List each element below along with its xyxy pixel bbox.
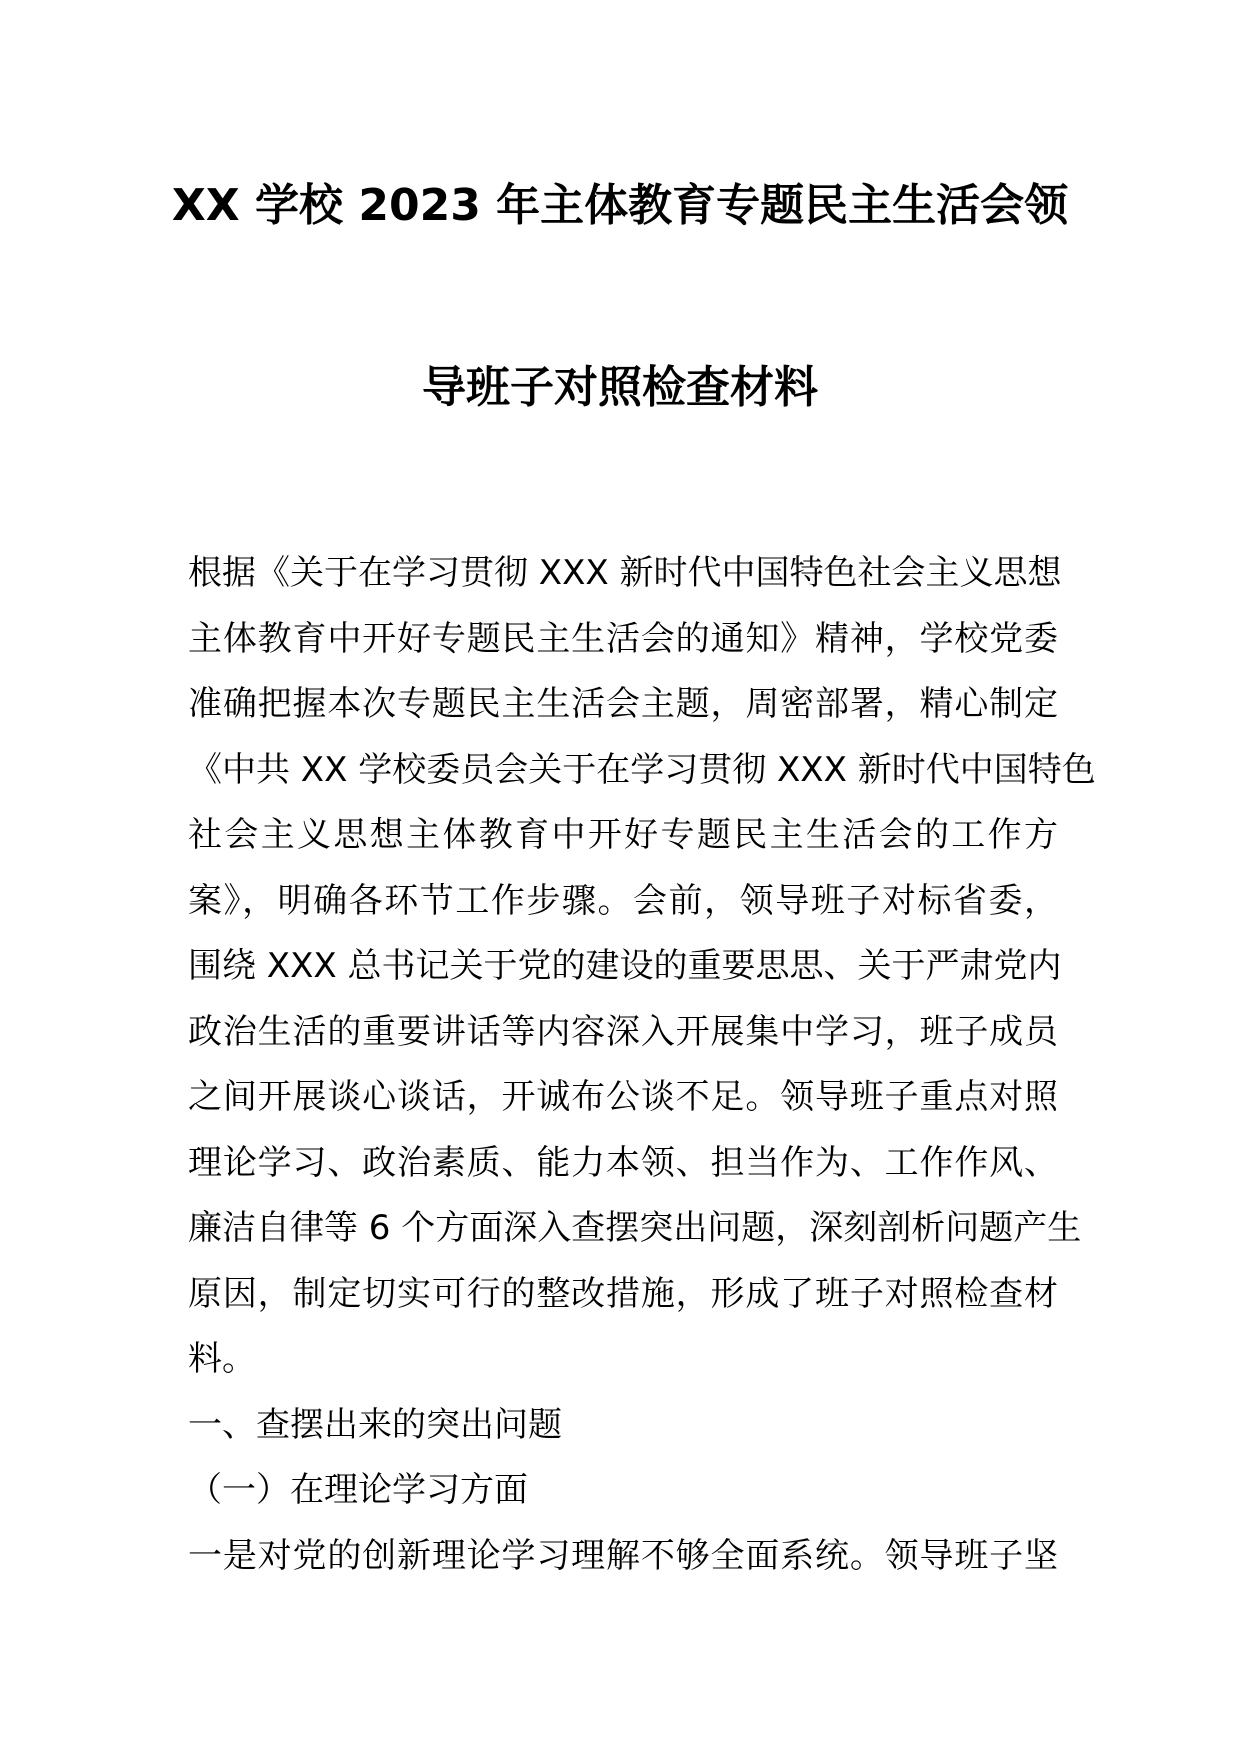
document-title-line-1: XX 学校 2023 年主体教育专题民主生活会领 — [171, 180, 1069, 231]
body-line: 理论学习、政治素质、能力本领、担当作为、工作作风、 — [188, 1142, 1058, 1183]
body-line: 廉洁自律等 6 个方面深入查摆突出问题，深刻剖析问题产生 — [188, 1208, 1082, 1248]
subsection-heading: （一）在理论学习方面 — [188, 1470, 528, 1510]
document-title-line-2: 导班子对照检查材料 — [422, 362, 818, 413]
section-heading: 一、查摆出来的突出问题 — [188, 1404, 562, 1445]
document-body — [188, 541, 1096, 1589]
body-line: 料。 — [188, 1339, 256, 1379]
body-line: 之间开展谈心谈话，开诚布公谈不足。领导班子重点对照 — [188, 1077, 1058, 1117]
body-line: 一是对党的创新理论学习理解不够全面系统。领导班子坚 — [188, 1535, 1058, 1576]
body-line: 原因，制定切实可行的整改措施，形成了班子对照检查材 — [188, 1273, 1058, 1314]
body-line: 案》，明确各环节工作步骤。会前，领导班子对标省委， — [188, 880, 1058, 921]
body-line: 准确把握本次专题民主生活会主题，周密部署，精心制定 — [188, 684, 1058, 724]
body-line: 围绕 XXX 总书记关于党的建设的重要思思、关于严肃党内 — [188, 946, 1062, 986]
body-line: 根据《关于在学习贯彻 XXX 新时代中国特色社会主义思想 — [188, 553, 1062, 593]
body-line: 社会主义思想主体教育中开好专题民主生活会的工作方 — [188, 815, 1058, 855]
body-line: 政治生活的重要讲话等内容深入开展集中学习，班子成员 — [188, 1011, 1058, 1052]
body-line: 《中共 XX 学校委员会关于在学习贯彻 XXX 新时代中国特色 — [188, 749, 1096, 790]
body-line: 主体教育中开好专题民主生活会的通知》精神，学校党委 — [188, 618, 1058, 659]
